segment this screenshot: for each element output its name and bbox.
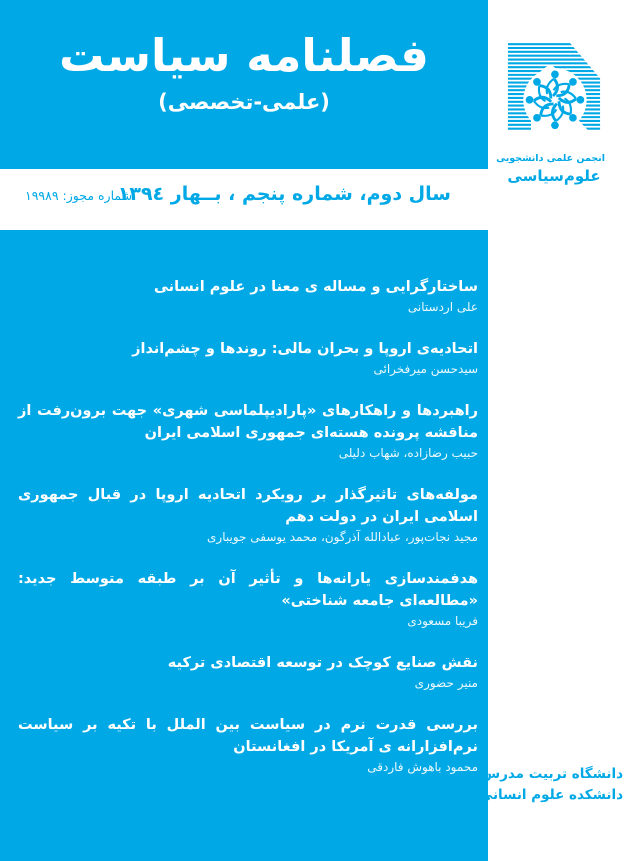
article-entry <box>18 400 478 463</box>
article-authors: مجید نجات‌پور، عبادالله آذرگون، محمد یوسفی جویباری <box>207 530 478 544</box>
journal-title: فصلنامه سیاست <box>59 29 429 82</box>
issue-line: سال دوم، شماره پنجم ، بــهار ١٣٩٤ <box>117 183 451 205</box>
university-block <box>453 764 623 806</box>
table-of-contents <box>0 230 488 861</box>
article-entry <box>18 652 478 693</box>
article-title: راهبردها و راهکارهای «پارادیپلماسی شهری» جهت برون‌رفت از مناقشه پرونده هسته‌ای جمهوری اسلامی ایران <box>18 403 478 441</box>
article-entry <box>18 484 478 547</box>
people-circle-icon <box>526 71 585 130</box>
article-entry <box>18 568 478 631</box>
article-authors: حبیب رضازاده، شهاب دلیلی <box>338 446 478 460</box>
logo-emblem-icon <box>506 40 602 152</box>
association-logo <box>496 40 605 186</box>
masthead <box>0 0 488 169</box>
article-authors: محمود باهوش فاردقی <box>367 760 478 774</box>
article-entry <box>18 276 478 317</box>
article-entry <box>18 714 478 777</box>
article-title: هدفمندسازی یارانه‌ها و تأثیر آن بر طبقه متوسط جدید: «مطالعه‌ای جامعه شناختی» <box>18 571 478 609</box>
association-field: علوم‌سیاسی <box>507 167 601 185</box>
article-entry <box>18 338 478 379</box>
article-authors: منیر حضوری <box>414 676 478 690</box>
article-title: مولفه‌های تاثیرگذار بر رویکرد اتحادیه اروپا در قبال جمهوری اسلامی ایران در دولت دهم <box>18 487 478 525</box>
article-title: بررسی قدرت نرم در سیاست بین الملل با تکیه بر سیاست نرم‌افزارانه ی آمریکا در افغانستان <box>18 717 478 755</box>
article-title: ساختارگرایی و مساله ی معنا در علوم انسانی <box>153 279 478 295</box>
article-authors: علی اردستانی <box>407 300 478 314</box>
article-title: نقش صنایع کوچک در توسعه اقتصادی ترکیه <box>167 655 478 671</box>
article-title: اتحادیه‌ی اروپا و بحران مالی: روندها و چشم‌انداز <box>132 341 478 357</box>
journal-subtitle: (علمی-تخصصی) <box>158 90 330 114</box>
association-name: انجمن علمی دانشجویی <box>496 153 605 164</box>
university-name: دانشگاه تربیت مدرس <box>481 766 623 782</box>
article-authors: فریبا مسعودی <box>407 614 478 628</box>
article-authors: سیدحسن میرفخرائی <box>373 362 478 376</box>
license-number: شماره مجوز: ١٩٩٨٩ <box>25 188 133 203</box>
faculty-name: دانشکده علوم انسانی <box>479 787 623 803</box>
